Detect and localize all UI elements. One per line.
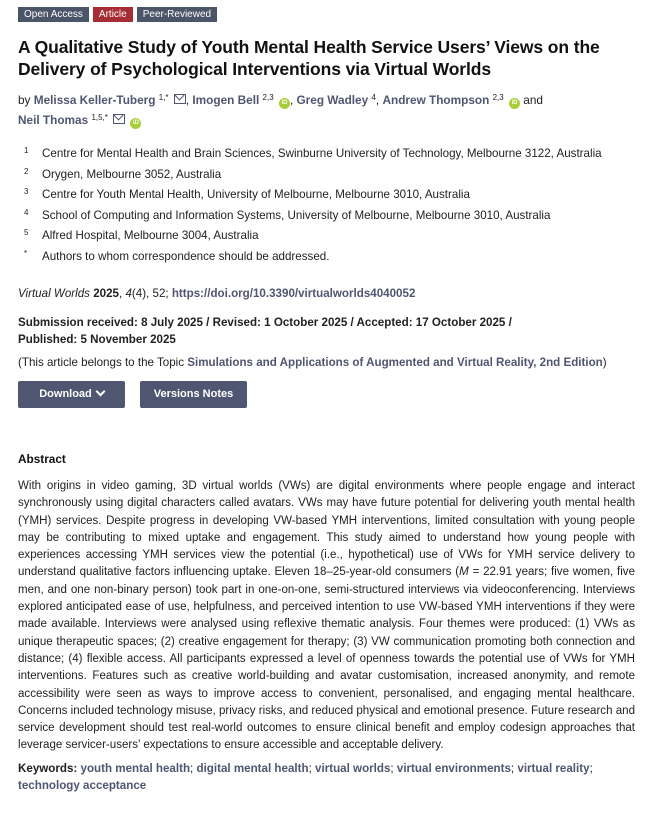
keyword-link[interactable]: virtual reality xyxy=(517,761,590,775)
author-link[interactable]: Imogen Bell xyxy=(192,93,260,107)
versions-label: Versions Notes xyxy=(153,388,234,400)
doi-link[interactable]: https://doi.org/10.3390/virtualworlds4040052 xyxy=(171,287,416,300)
open-access-badge[interactable]: Open Access xyxy=(18,7,89,22)
dates-line: Submission received: 8 July 2025 / Revised: 1 October 2025 / Accepted: 17 October 2025 / xyxy=(18,316,512,329)
affiliation-item xyxy=(18,144,635,165)
affiliation-item xyxy=(18,206,635,227)
keywords-label: Keywords: xyxy=(18,761,78,775)
author-superscript: 2,3 xyxy=(262,93,274,102)
abstract-text xyxy=(18,478,635,755)
abstract-heading: Abstract xyxy=(18,452,66,466)
affiliation-number: 5 xyxy=(24,228,29,237)
author-superscript: 2,3 xyxy=(492,93,504,102)
author-link[interactable]: Greg Wadley xyxy=(296,93,369,107)
abstract-part1: With origins in video gaming, 3D virtual worlds (VWs) are digital environments where people engage and interact synchronously using digital characters called avatars. VWs may have future potential for delivering youth mental health (YMH) services. Despite progress in developing VW-based YMH interventions, limited consultation with young people may be contributing to mixed uptake and engagement. This study aimed to understand how young people with experiences accessing YMH services view the potential (i.e., hypothetical) use of VWs for YMH service delivery to understand qualitative factors influencing uptake. Eleven 18–25-year-old consumers ( xyxy=(18,480,635,579)
affiliation-text: School of Computing and Information Systems, University of Melbourne, Melbourne 3010, Australia xyxy=(42,208,551,222)
dates-block xyxy=(18,314,635,348)
article-title: A Qualitative Study of Youth Mental Health Service Users’ Views on the Delivery of Psychological Interventions via Virtual Worlds xyxy=(18,37,600,79)
action-buttons xyxy=(18,381,635,408)
keywords-block: Keywords: youth mental health; digital mental health; virtual worlds; virtual environments; virtual reality; technology acceptance xyxy=(18,761,593,793)
affiliation-item xyxy=(18,247,635,268)
affiliation-text: Alfred Hospital, Melbourne 3004, Australia xyxy=(42,229,259,242)
keyword-link[interactable]: youth mental health xyxy=(80,761,191,775)
affiliation-number: 1 xyxy=(24,146,29,155)
affiliation-number: 2 xyxy=(24,166,29,176)
affiliation-item xyxy=(18,226,635,247)
mail-icon[interactable] xyxy=(174,94,186,104)
orcid-icon[interactable]: iD xyxy=(279,98,290,109)
mail-icon[interactable] xyxy=(113,114,125,124)
download-button[interactable] xyxy=(18,381,125,408)
and-label: and xyxy=(523,93,543,107)
affiliation-text: Centre for Mental Health and Brain Sciences, Swinburne University of Technology, Melbourne 3122, Australia xyxy=(42,147,602,160)
author-superscript: 4 xyxy=(371,93,376,102)
author-superscript: 1,* xyxy=(158,93,169,102)
affiliation-list xyxy=(18,144,635,267)
author-link[interactable]: Melissa Keller-Tuberg xyxy=(33,93,156,107)
affiliation-number: 3 xyxy=(24,187,29,196)
journal-name: Virtual Worlds xyxy=(18,287,90,300)
citation-issue: (4), 52; xyxy=(131,287,172,300)
versions-notes-button[interactable] xyxy=(140,381,247,408)
chevron-down-icon xyxy=(95,387,105,397)
peer-reviewed-badge[interactable]: Peer-Reviewed xyxy=(137,7,217,22)
affiliation-number: 4 xyxy=(24,207,29,217)
article-page xyxy=(18,7,635,795)
author-link[interactable]: Andrew Thompson xyxy=(382,93,490,107)
orcid-icon[interactable]: iD xyxy=(509,98,520,109)
keyword-link[interactable]: virtual worlds xyxy=(315,761,391,775)
topic-suffix: ) xyxy=(602,356,607,369)
author-superscript: 1,5,* xyxy=(91,113,108,122)
download-label: Download xyxy=(39,388,92,400)
orcid-icon[interactable]: iD xyxy=(130,118,141,129)
citation-volume: 4 xyxy=(125,287,132,300)
article-badge[interactable]: Article xyxy=(93,7,133,22)
published-date: Published: 5 November 2025 xyxy=(18,333,176,346)
by-label: by xyxy=(18,93,31,107)
affiliation-text: Centre for Youth Mental Health, University of Melbourne, Melbourne 3010, Australia xyxy=(42,188,470,201)
author-link[interactable]: Neil Thomas xyxy=(18,113,89,127)
affiliation-text: Orygen, Melbourne 3052, Australia xyxy=(42,167,222,181)
topic-link[interactable]: Simulations and Applications of Augmented and Virtual Reality, 2nd Edition xyxy=(187,356,603,369)
abstract-part2: = 22.91 years; five women, five men, and one non-binary person) took part in one-on-one, semi-structured interviews via videoconferencing. Interviews explored anticipated ease of use, helpfulness, and perceived intention to use VW-based YMH interventions if they were made available. Interviews were analysed using reflexive thematic analysis. Four themes were produced: (1) VWs as unique therapeutic spaces; (2) creative engagement for therapy; (3) VW communication promoting both connection and distance; (4) flexible access. All participants expressed a level of openness towards the potential use of VWs for YMH interventions. Features such as creative world-building and avatar customisation, increased anonymity, and remote accessibility were seen as ways to improve access to convenient, personalised, and engaging mental healthcare. Concerns included technology misuse, privacy risks, and reduced physical and emotional presence. Future research and service development should test real-world outcomes to ensure clinical benefit and employ codesign approaches that leverage servicer-users’ expectations to ensure accessible and acceptable delivery. xyxy=(18,566,635,752)
affiliation-item xyxy=(18,185,635,206)
badge-row xyxy=(18,7,635,23)
keyword-link[interactable]: virtual environments xyxy=(396,761,511,775)
citation-line: Virtual Worlds 2025, 4(4), 52; https://doi.org/10.3390/virtualworlds4040052 xyxy=(18,287,416,300)
keyword-link[interactable]: digital mental health xyxy=(196,761,309,775)
affiliation-item xyxy=(18,165,635,186)
abstract-mean-symbol: M xyxy=(459,566,469,579)
affiliation-number: * xyxy=(24,248,28,258)
topic-note xyxy=(18,355,635,371)
affiliation-text: Authors to whom correspondence should be addressed. xyxy=(42,249,330,263)
author-list: by Melissa Keller-Tuberg $^{1,*}$ , Imogen Bell $^{2,3}$ iD , Greg Wadley $^4$, Andrew Thompson $^{2,3}$ iD and Neil Thomas $^{1,5,*}$ iD xyxy=(18,93,543,127)
citation-year: 2025 xyxy=(93,287,119,300)
keyword-link[interactable]: technology acceptance xyxy=(18,779,147,793)
topic-prefix: (This article belongs to the Topic xyxy=(18,356,188,369)
